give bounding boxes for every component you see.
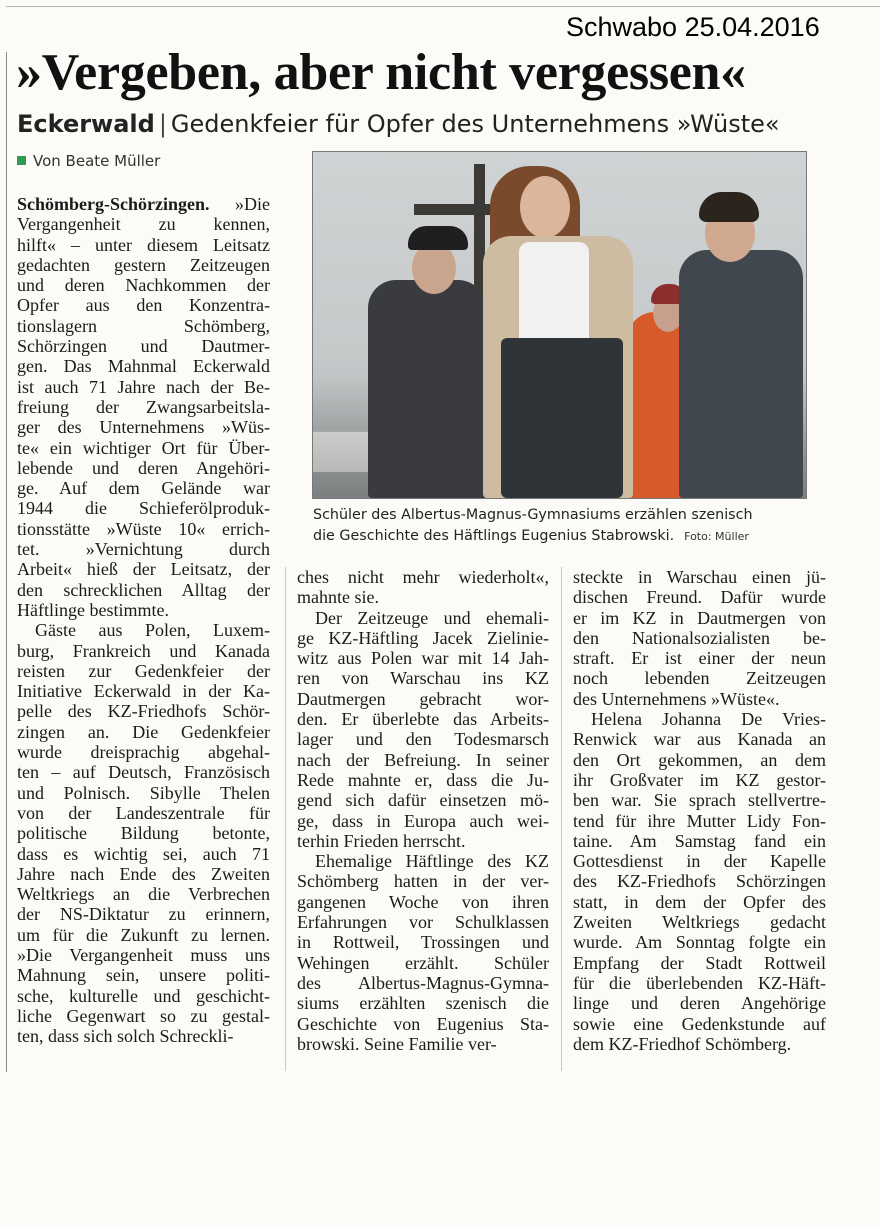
- column-line: lebende und deren Angehöri-: [17, 457, 270, 478]
- paragraph: [297, 851, 549, 1054]
- paragraph: [17, 214, 270, 620]
- caption-line-1: Schüler des Albertus-Magnus-Gymnasiums erzählen szenisch: [313, 507, 753, 523]
- text-column-3: [573, 567, 826, 1054]
- student-figure-left: [368, 280, 486, 498]
- paragraph: [573, 567, 826, 709]
- column-line: straft. Er ist einer der neun: [573, 648, 826, 669]
- column-line: und deren Nachkommen der: [17, 275, 270, 296]
- column-line: gen. Das Mahnmal Eckerwald: [17, 356, 270, 377]
- column-line: linge und deren Angehörige: [573, 993, 826, 1014]
- paragraph: [17, 620, 270, 1046]
- paragraph: [17, 194, 270, 214]
- article-subline: [17, 107, 780, 141]
- column-line: des KZ-Friedhofs Schörzingen: [573, 871, 826, 892]
- text-column-2: [297, 567, 549, 1054]
- column-line: gangenen Woche von ihren: [297, 891, 549, 912]
- column-line: Empfang der Stadt Rottweil: [573, 952, 826, 973]
- student-figure-right: [679, 250, 803, 498]
- column-line: Vergangenheit zu kennen,: [17, 214, 270, 235]
- source-date-label: Schwabo 25.04.2016: [566, 12, 820, 42]
- column-line: browski. Seine Familie ver-: [297, 1033, 497, 1054]
- column-line: Häftlinge bestimmte.: [17, 599, 169, 620]
- column-line: noch lebenden Zeitzeugen: [573, 668, 826, 689]
- column-line: tionslagern Schömberg,: [17, 315, 270, 336]
- column-divider: [561, 567, 562, 1071]
- column-line: tend für ihre Mutter Lidy Fon-: [573, 810, 826, 831]
- column-line: ihr Großvater im KZ gestor-: [573, 769, 826, 790]
- column-line: den Nationalsozialisten be-: [573, 627, 826, 648]
- column-line: nach der Befreiung. In seiner: [297, 749, 549, 770]
- column-line: Arbeit« hieß der Leitsatz, der: [17, 559, 270, 580]
- column-line: Geschichte von Eugenius Sta-: [297, 1013, 549, 1034]
- column-line: Renwick war aus Kanada an: [573, 729, 826, 750]
- column-line: terhin Frieden herrscht.: [297, 830, 466, 851]
- column-line: ten, dass sich solch Schreckli-: [17, 1026, 234, 1047]
- column-line: reisten zur Gedenkfeier der: [17, 660, 270, 681]
- column-line: mahnte sie.: [297, 587, 379, 608]
- column-line: Wehingen erzählt. Schüler: [297, 952, 549, 973]
- photo-credit: Foto: Müller: [684, 530, 749, 543]
- column-line: Rede mahnte er, dass die Ju-: [297, 769, 549, 790]
- column-line: er im KZ in Dautmergen von: [573, 607, 826, 628]
- column-line: Schömberg hatten in der ver-: [297, 871, 549, 892]
- byline: [17, 150, 160, 172]
- column-line: ist auch 71 Jahre nach der Be-: [17, 376, 270, 397]
- column-line: te« ein wichtiger Ort für Über-: [17, 437, 270, 458]
- column-line: freiung der Zwangsarbeitsla-: [17, 396, 270, 417]
- column-line: liche Gegenwart so zu gestal-: [17, 1005, 270, 1026]
- column-line: Ehemalige Häftlinge des KZ: [315, 851, 549, 872]
- article-headline: »Vergeben, aber nicht vergessen«: [16, 44, 746, 101]
- column-line: und Polnisch. Sibylle Thelen: [17, 782, 270, 803]
- column-line: tionsstätte »Wüste 10« errich-: [17, 518, 270, 539]
- column-line: Opfer aus den Konzentra-: [17, 295, 270, 316]
- column-line: des Unternehmens »Wüste«.: [573, 688, 780, 709]
- column-line: für die überlebenden KZ-Häft-: [573, 972, 826, 993]
- column-line: Der Zeitzeuge und ehemali-: [315, 607, 549, 628]
- column-line: Erfahrungen vor Schulklassen: [297, 912, 549, 933]
- column-line: tet. »Vernichtung durch: [17, 539, 270, 560]
- column-line: den schrecklichen Alltag der: [17, 579, 270, 600]
- column-line: Schörzingen und Dautmer-: [17, 336, 270, 357]
- dateline: Schömberg-Schörzingen.: [17, 194, 210, 214]
- column-line: dem KZ-Friedhof Schömberg.: [573, 1033, 792, 1054]
- location-kicker: Eckerwald: [17, 110, 155, 138]
- column-line: sche, kulturelle und geschicht-: [17, 985, 270, 1006]
- paragraph: [573, 709, 826, 1054]
- column-line: zingen an. Die Gedenkfeier: [17, 721, 270, 742]
- column-line: dass es wichtig sei, auch 71: [17, 843, 270, 864]
- green-square-icon: [17, 156, 26, 165]
- text-column-1: [17, 194, 270, 1046]
- column-line: von der Landeszentrale für: [17, 802, 270, 823]
- subline-separator: |: [158, 110, 167, 138]
- column-line: ge, dass in Europa auch wei-: [297, 810, 549, 831]
- column-line: Dautmergen gebracht wor-: [297, 688, 549, 709]
- column-line: Zweiten Weltkriegs gedacht: [573, 912, 826, 933]
- caption-line-2: die Geschichte des Häftlings Eugenius Stabrowski.: [313, 528, 675, 544]
- column-line: Schömberg-Schörzingen. »Die: [17, 194, 270, 214]
- column-line: 1944 die Schieferölproduk-: [17, 498, 270, 519]
- column-line: der NS-Diktatur zu erinnern,: [17, 904, 270, 925]
- column-line: steckte in Warschau einen jü-: [573, 567, 826, 587]
- column-line: burg, Frankreich und Kanada: [17, 640, 270, 661]
- column-line: ren von Warschau ins KZ: [297, 668, 549, 689]
- column-line: »Die Vergangenheit muss uns: [17, 944, 270, 965]
- column-line: ten – auf Deutsch, Französisch: [17, 762, 270, 783]
- column-line: Gäste aus Polen, Luxem-: [35, 620, 270, 641]
- cap: [408, 226, 468, 250]
- article-photo: [313, 152, 806, 498]
- column-line: wurde dreisprachig abgehal-: [17, 742, 270, 763]
- left-margin-rule: [6, 52, 7, 1072]
- column-line: Weltkriegs an die Verbrechen: [17, 884, 270, 905]
- column-line: politische Bildung betonte,: [17, 823, 270, 844]
- column-line: ben war. Sie sprach stellvertre-: [573, 790, 826, 811]
- column-line: hilft« – unter diesem Leitsatz: [17, 234, 270, 255]
- column-line: um für die Zukunft zu lernen.: [17, 924, 270, 945]
- column-line: siums erzählten szenisch die: [297, 993, 549, 1014]
- column-line: gedachten gestern Zeitzeugen: [17, 254, 270, 275]
- column-line: dischen Freund. Dafür wurde: [573, 587, 826, 608]
- column-line: taine. Am Samstag fand ein: [573, 830, 826, 851]
- column-line: pelle des KZ-Friedhofs Schör-: [17, 701, 270, 722]
- column-line: ches nicht mehr wiederholt«,: [297, 567, 549, 587]
- author-name: Von Beate Müller: [33, 152, 161, 170]
- column-line: Mahnung sein, unsere politi-: [17, 965, 270, 986]
- column-line: den Ort gekommen, an dem: [573, 749, 826, 770]
- column-line: statt, in dem der Opfer des: [573, 891, 826, 912]
- column-line: in Rottweil, Trossingen und: [297, 932, 549, 953]
- column-line: den. Er überlebte das Arbeits-: [297, 709, 549, 730]
- column-line: Helena Johanna De Vries-: [591, 709, 826, 730]
- column-line: Jahre nach Ende des Zweiten: [17, 863, 270, 884]
- column-line: Initiative Eckerwald in der Ka-: [17, 681, 270, 702]
- photo-caption: [313, 505, 813, 547]
- column-line: sowie eine Gedenkstunde auf: [573, 1013, 826, 1034]
- column-line: gend sich dafür einsetzen mö-: [297, 790, 549, 811]
- column-line: ge KZ-Häftling Jacek Zielinie-: [297, 627, 549, 648]
- column-line: ger des Unternehmens »Wüs-: [17, 417, 270, 438]
- paragraph: [297, 567, 549, 608]
- column-line: des Albertus-Magnus-Gymna-: [297, 972, 549, 993]
- column-line: lager und den Todesmarsch: [297, 729, 549, 750]
- column-line: wurde. Am Sonntag folgte ein: [573, 932, 826, 953]
- column-line: Gottesdienst in der Kapelle: [573, 851, 826, 872]
- paragraph: [297, 608, 549, 852]
- top-rule: [6, 6, 880, 7]
- column-line: ge. Auf dem Gelände war: [17, 478, 270, 499]
- column-divider: [285, 567, 286, 1071]
- subline-text: Gedenkfeier für Opfer des Unternehmens »Wüste«: [170, 110, 780, 138]
- column-line: witz aus Polen war mit 14 Jah-: [297, 648, 549, 669]
